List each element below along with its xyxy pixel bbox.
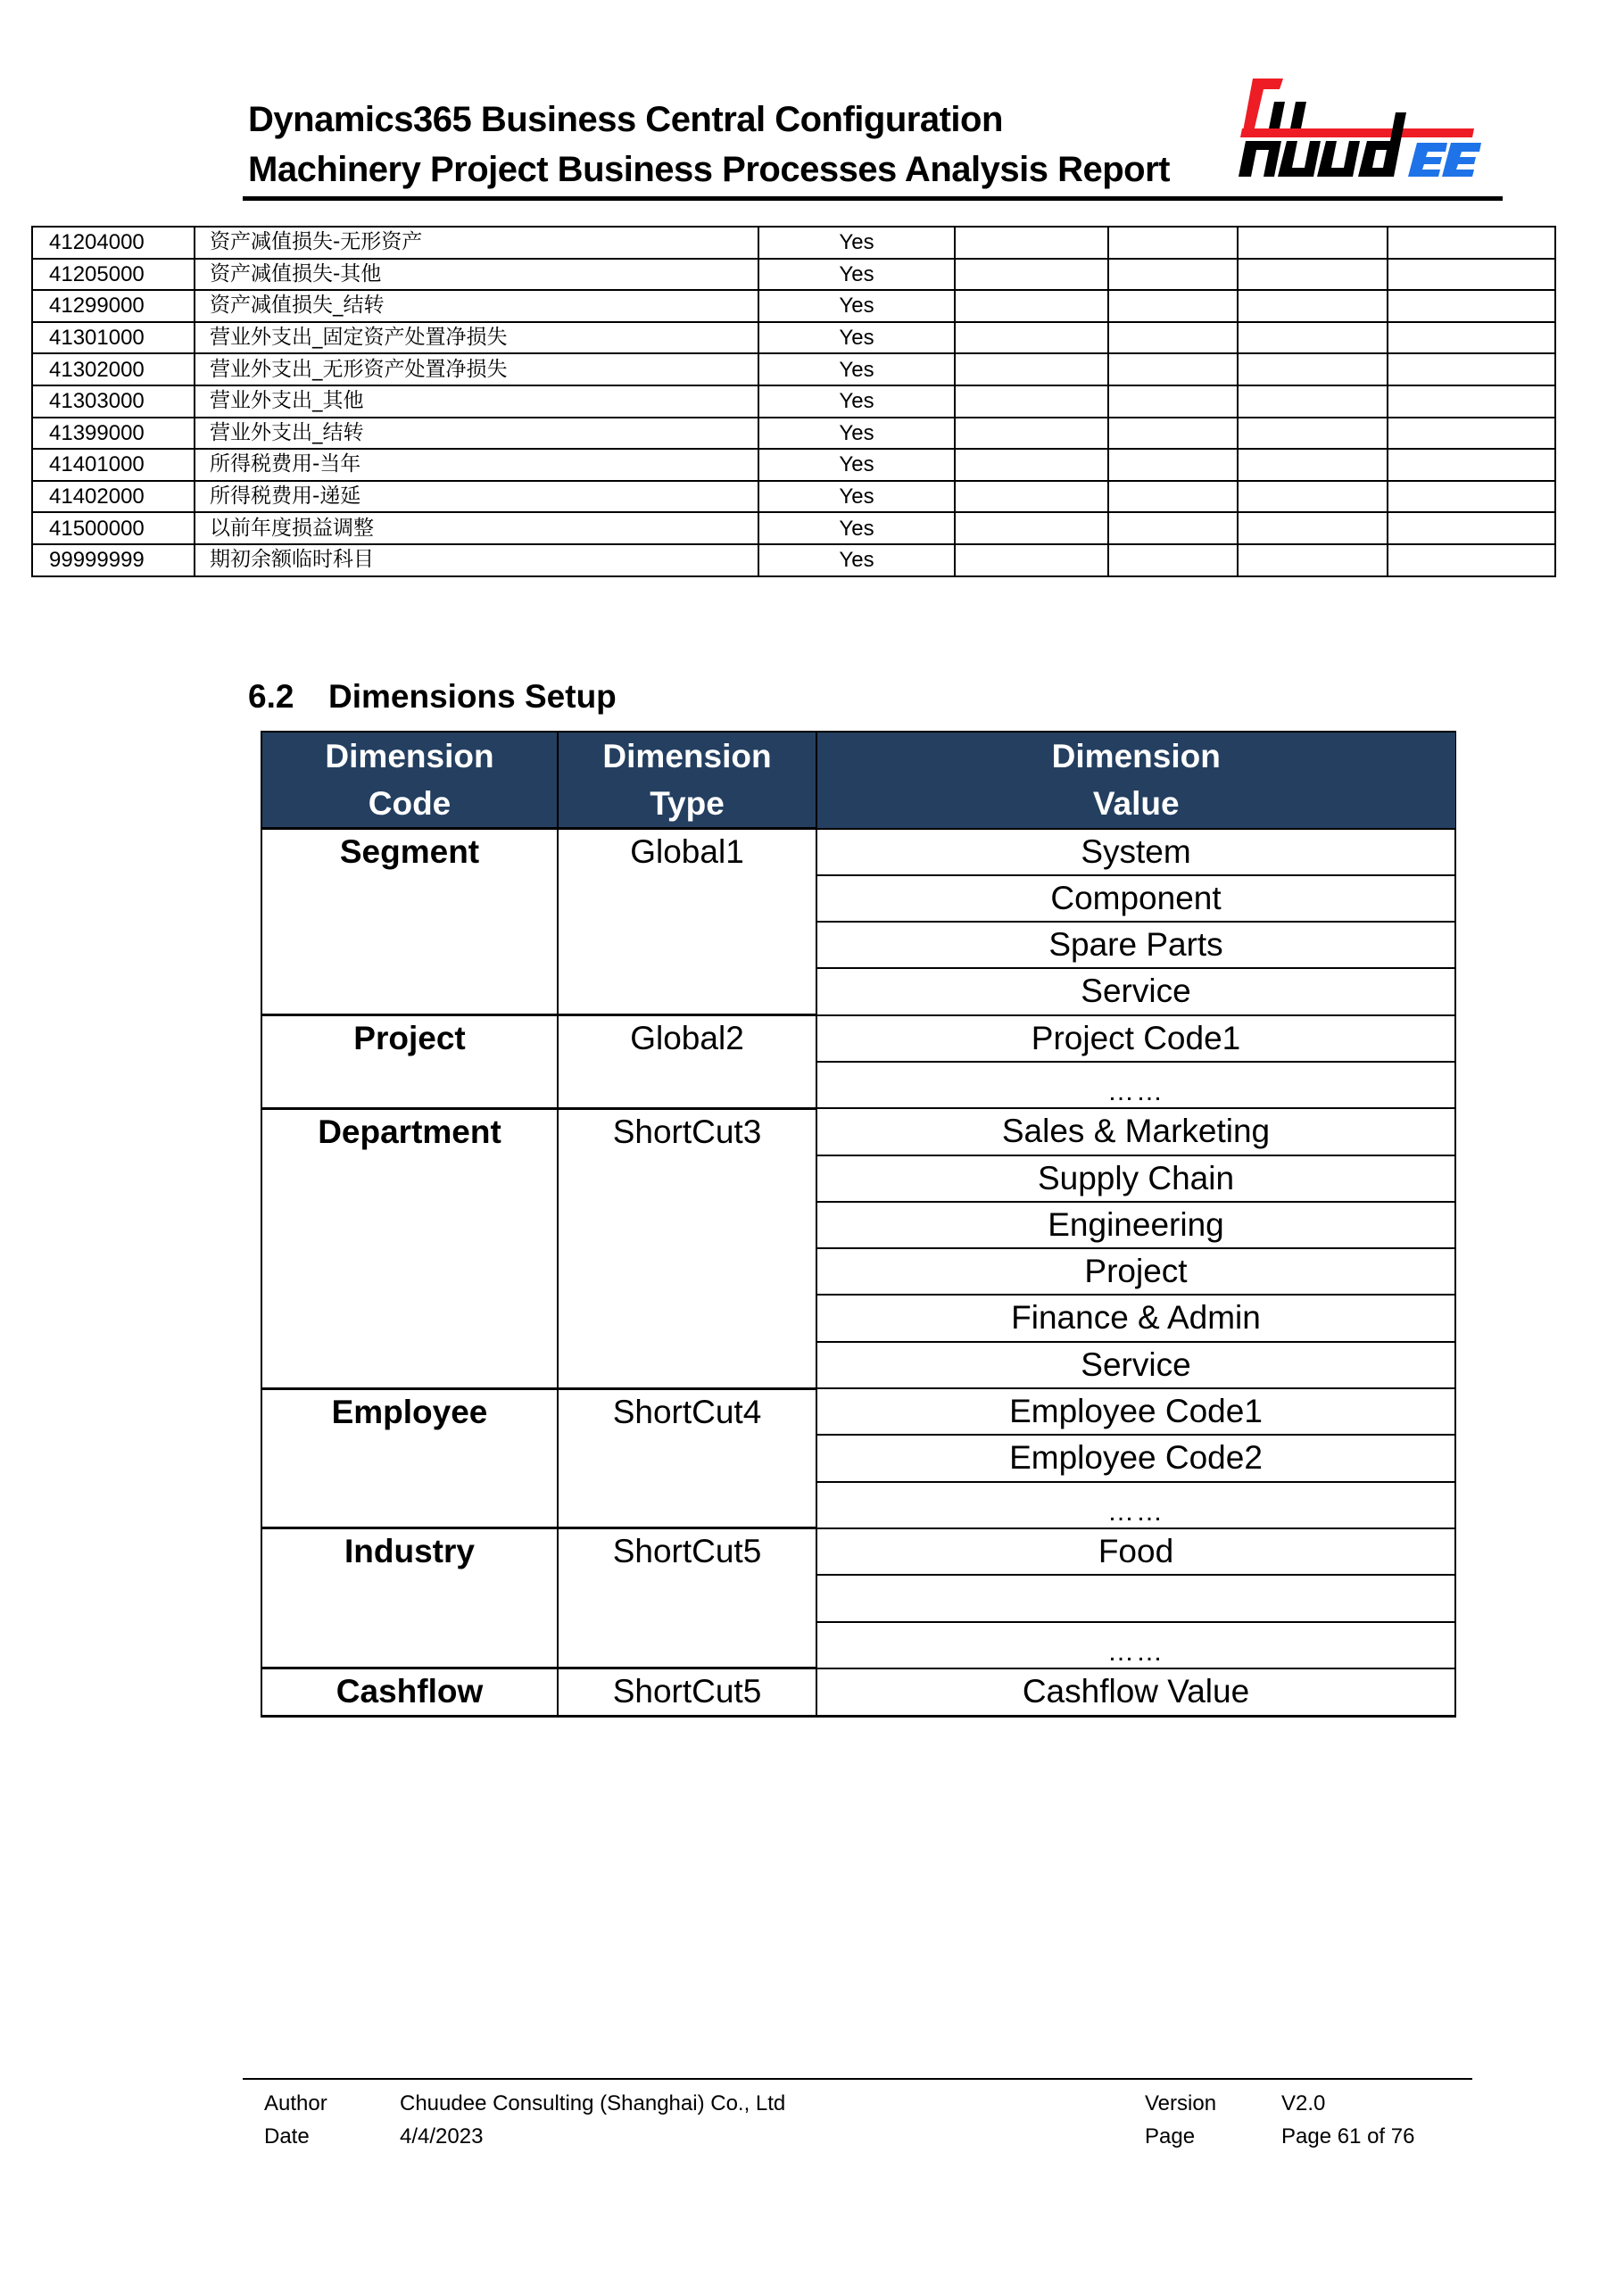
header-dimension-code: Dimension Code [261, 732, 558, 829]
dimension-value: Service [816, 1342, 1455, 1388]
account-row [32, 385, 1555, 418]
account-code: 41402000 [32, 481, 195, 513]
dimensions-table [261, 731, 1456, 1718]
account-name: 以前年度损益调整 [195, 512, 758, 544]
dimension-value: Component [816, 875, 1455, 922]
account-row [32, 418, 1555, 450]
account-name: 资产减值损失-其他 [195, 259, 758, 291]
empty-cell [955, 322, 1108, 354]
account-code: 41204000 [32, 227, 195, 259]
empty-cell [955, 290, 1108, 322]
empty-cell [1388, 418, 1555, 450]
account-code: 99999999 [32, 544, 195, 576]
account-row [32, 290, 1555, 322]
empty-cell [1388, 322, 1555, 354]
dimension-row [261, 829, 1455, 875]
account-row [32, 227, 1555, 259]
logo-black-stroke [1269, 102, 1285, 128]
empty-cell [955, 385, 1108, 418]
dimension-code: Employee [261, 1388, 558, 1528]
empty-cell [1238, 290, 1388, 322]
empty-cell [955, 227, 1108, 259]
account-row [32, 449, 1555, 481]
dimension-value: Project [816, 1248, 1455, 1295]
empty-cell [1108, 481, 1238, 513]
dimension-value: Spare Parts [816, 922, 1455, 968]
account-flag: Yes [758, 353, 955, 385]
dimension-value [816, 1575, 1455, 1621]
empty-cell [1388, 449, 1555, 481]
empty-cell [1108, 227, 1238, 259]
account-flag: Yes [758, 227, 955, 259]
empty-cell [955, 481, 1108, 513]
footer-author-label: Author [264, 2091, 327, 2115]
account-name: 期初余额临时科目 [195, 544, 758, 576]
empty-cell [1108, 544, 1238, 576]
dimension-value: Cashflow Value [816, 1668, 1455, 1716]
account-name: 营业外支出_结转 [195, 418, 758, 450]
empty-cell [1238, 449, 1388, 481]
dimension-value [816, 1622, 1455, 1668]
dimension-code: Project [261, 1015, 558, 1109]
logo-blue-e [1408, 143, 1447, 177]
logo-black-n [1239, 141, 1281, 177]
logo-red-bar [1240, 128, 1474, 137]
empty-cell [1238, 512, 1388, 544]
empty-cell [1238, 259, 1388, 291]
account-flag: Yes [758, 512, 955, 544]
section-heading [248, 678, 617, 716]
empty-cell [1388, 385, 1555, 418]
empty-cell [1388, 512, 1555, 544]
dimension-value [816, 1482, 1455, 1528]
account-code: 41299000 [32, 290, 195, 322]
empty-cell [1108, 290, 1238, 322]
account-flag: Yes [758, 385, 955, 418]
account-row [32, 259, 1555, 291]
empty-cell [1108, 512, 1238, 544]
dimension-value: Service [816, 968, 1455, 1014]
dimension-row [261, 1015, 1455, 1062]
footer-divider [243, 2078, 1472, 2080]
section-title: Dimensions Setup [328, 678, 617, 715]
account-table [31, 226, 1556, 577]
footer-page-label: Page [1145, 2124, 1196, 2148]
dimension-code: Segment [261, 829, 558, 1015]
ellipsis-placeholder: …… [1107, 1636, 1164, 1667]
ellipsis-placeholder: …… [1107, 1496, 1164, 1527]
empty-cell [1388, 227, 1555, 259]
footer-date-label: Date [264, 2124, 310, 2148]
empty-cell [955, 449, 1108, 481]
dimension-code: Department [261, 1108, 558, 1388]
chuudee-logo [1228, 77, 1496, 180]
document-title-line1: Dynamics365 Business Central Configuration [248, 100, 1003, 139]
account-row [32, 322, 1555, 354]
dimension-value: Supply Chain [816, 1155, 1455, 1202]
account-name: 营业外支出_无形资产处置净损失 [195, 353, 758, 385]
empty-cell [1388, 353, 1555, 385]
dimension-type: ShortCut3 [558, 1108, 816, 1388]
footer-author-value: Chuudee Consulting (Shanghai) Co., Ltd [400, 2091, 786, 2115]
account-row [32, 512, 1555, 544]
empty-cell [955, 418, 1108, 450]
dimension-row [261, 1388, 1455, 1435]
empty-cell [1238, 353, 1388, 385]
empty-cell [955, 259, 1108, 291]
account-flag: Yes [758, 290, 955, 322]
dimension-row [261, 1528, 1455, 1575]
empty-cell [1108, 353, 1238, 385]
dimension-value: Food [816, 1528, 1455, 1575]
logo-black-u [1317, 141, 1360, 177]
dimension-row [261, 1108, 1455, 1155]
dimension-type: Global1 [558, 829, 816, 1015]
dimension-row [261, 1668, 1455, 1716]
account-code: 41399000 [32, 418, 195, 450]
document-title-line2: Machinery Project Business Processes Analysis Report [248, 150, 1170, 189]
empty-cell [955, 544, 1108, 576]
dimension-value: Employee Code2 [816, 1435, 1455, 1481]
dimension-code: Cashflow [261, 1668, 558, 1716]
empty-cell [1388, 544, 1555, 576]
empty-cell [1108, 385, 1238, 418]
header-dimension-type: Dimension Type [558, 732, 816, 829]
account-flag: Yes [758, 449, 955, 481]
account-name: 营业外支出_固定资产处置净损失 [195, 322, 758, 354]
account-code: 41500000 [32, 512, 195, 544]
dimension-value: Project Code1 [816, 1015, 1455, 1062]
logo-blue-e [1442, 143, 1481, 177]
account-code: 41205000 [32, 259, 195, 291]
empty-cell [1108, 418, 1238, 450]
dimensions-header-row [261, 732, 1455, 829]
empty-cell [955, 353, 1108, 385]
account-flag: Yes [758, 544, 955, 576]
account-row [32, 544, 1555, 576]
empty-cell [1388, 259, 1555, 291]
header-divider [243, 196, 1503, 201]
logo-black-u [1278, 141, 1321, 177]
account-flag: Yes [758, 259, 955, 291]
dimension-type: ShortCut4 [558, 1388, 816, 1528]
header-dimension-value: Dimension Value [816, 732, 1455, 829]
empty-cell [1108, 449, 1238, 481]
empty-cell [1388, 481, 1555, 513]
account-code: 41302000 [32, 353, 195, 385]
dimension-type: ShortCut5 [558, 1528, 816, 1668]
footer-version-value: V2.0 [1281, 2091, 1326, 2115]
empty-cell [1108, 259, 1238, 291]
account-name: 所得税费用-当年 [195, 449, 758, 481]
empty-cell [955, 512, 1108, 544]
account-flag: Yes [758, 481, 955, 513]
empty-cell [1238, 481, 1388, 513]
account-name: 资产减值损失-无形资产 [195, 227, 758, 259]
account-row [32, 481, 1555, 513]
empty-cell [1238, 322, 1388, 354]
section-number: 6.2 [248, 678, 294, 715]
dimension-value: Engineering [816, 1202, 1455, 1248]
account-code: 41301000 [32, 322, 195, 354]
account-flag: Yes [758, 418, 955, 450]
empty-cell [1238, 418, 1388, 450]
dimension-code: Industry [261, 1528, 558, 1668]
empty-cell [1238, 385, 1388, 418]
dimension-value [816, 1062, 1455, 1108]
dimension-value: Finance & Admin [816, 1295, 1455, 1341]
footer-page-value: Page 61 of 76 [1281, 2124, 1415, 2148]
account-code: 41401000 [32, 449, 195, 481]
empty-cell [1238, 544, 1388, 576]
dimension-value: Employee Code1 [816, 1388, 1455, 1435]
ellipsis-placeholder: …… [1107, 1076, 1164, 1106]
account-row [32, 353, 1555, 385]
account-name: 所得税费用-递延 [195, 481, 758, 513]
footer-version-label: Version [1145, 2091, 1217, 2115]
dimension-value: Sales & Marketing [816, 1108, 1455, 1155]
logo-black-stroke [1290, 102, 1306, 128]
dimension-type: ShortCut5 [558, 1668, 816, 1716]
account-name: 资产减值损失_结转 [195, 290, 758, 322]
footer-date-value: 4/4/2023 [400, 2124, 484, 2148]
account-code: 41303000 [32, 385, 195, 418]
empty-cell [1108, 322, 1238, 354]
empty-cell [1238, 227, 1388, 259]
dimension-value: System [816, 829, 1455, 875]
account-flag: Yes [758, 322, 955, 354]
dimension-type: Global2 [558, 1015, 816, 1109]
empty-cell [1388, 290, 1555, 322]
account-name: 营业外支出_其他 [195, 385, 758, 418]
